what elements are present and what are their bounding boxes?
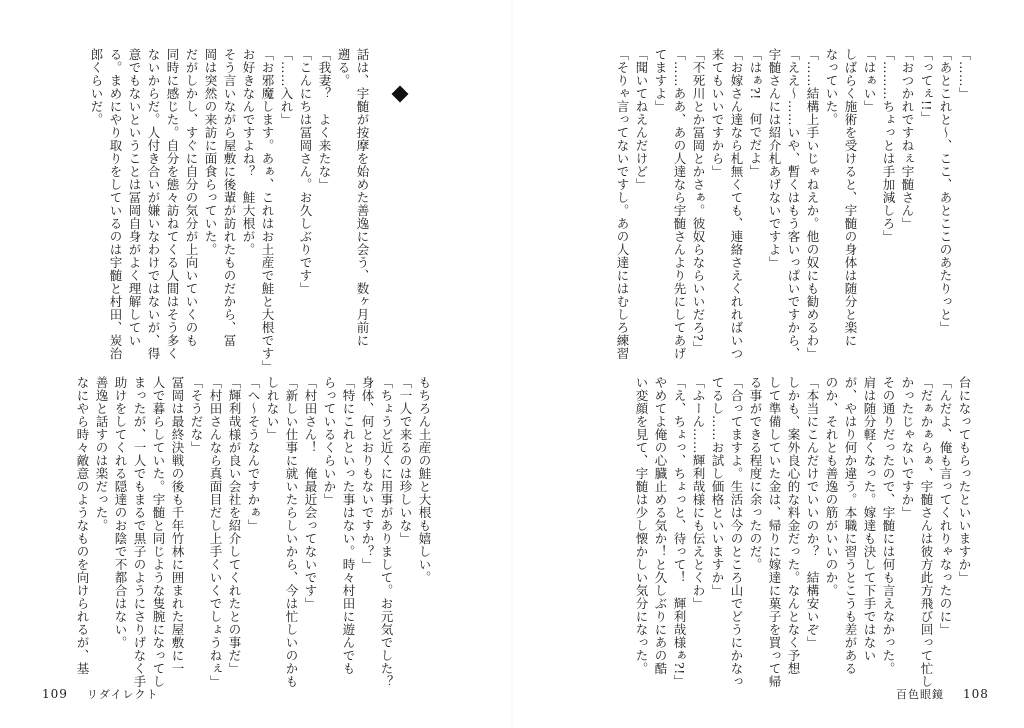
text-line: 「はぁい」 bbox=[862, 48, 877, 113]
text-line: 「ってぇ!!」 bbox=[919, 48, 934, 125]
text-line: 「不死川とか冨岡とかさぁ。彼奴らならいいだろ?」 bbox=[691, 48, 706, 355]
text-line: 遡る。 bbox=[336, 48, 351, 87]
text-line: 来てもいいですから」 bbox=[710, 48, 725, 178]
text-line: 「そりゃ言ってないですし。あの人達にはむしろ練習 bbox=[615, 48, 630, 360]
text-line: 「おつかれですねぇ宇髄さん」 bbox=[900, 48, 915, 230]
text-line: しれない」 bbox=[265, 376, 280, 441]
text-line: る事ができる程度に余ったのだ。 bbox=[748, 376, 763, 571]
right-running-title: 百色眼鏡 bbox=[896, 688, 944, 701]
text-line: 台になってもらったといいますか」 bbox=[957, 376, 972, 584]
text-line: して準備していた金は、帰りに嫁達に菓子を買って帰 bbox=[767, 376, 782, 688]
text-line: 「輝利哉様が良い会社を紹介してくれたとの事だ」 bbox=[227, 376, 242, 675]
text-line: 「……」 bbox=[957, 48, 972, 100]
text-line: 「お嫁さん達なら札無くても、連絡さえくれればいつ bbox=[729, 48, 744, 360]
text-line: 「……入れ」 bbox=[279, 48, 294, 126]
text-line: 「こんにちは冨岡さん。お久しぶりです」 bbox=[298, 48, 313, 295]
text-line: 身体、何とおりもないですか？」 bbox=[360, 376, 375, 571]
text-line: 「ちょうど近くに用事がありまして。お元気でした？ bbox=[379, 376, 394, 688]
text-line: てますよ」 bbox=[653, 48, 668, 113]
text-line: そう言いながら屋敷に後輩が訪れたものだから、冨 bbox=[222, 48, 237, 347]
text-line: お好きなんですよね？ 鮭大根が。 bbox=[241, 48, 256, 256]
text-line: 「だぁかぁらぁ、宇髄さんは彼方此方飛び回って忙し bbox=[919, 376, 934, 688]
text-line: 人で暮らしていた。宇髄と同じような隻腕になってし bbox=[151, 376, 166, 688]
right-page-bottom-text bbox=[612, 376, 974, 688]
right-folio bbox=[896, 686, 989, 702]
section-break-diamond bbox=[392, 86, 409, 103]
text-line: かったじゃないですか」 bbox=[900, 376, 915, 519]
text-line: 「はぁ?! 何でだよ」 bbox=[748, 48, 763, 178]
text-line: 冨岡は最終決戦の後も千年竹林に囲まれた屋敷に一 bbox=[170, 376, 185, 675]
text-line: い変顔を見て、宇髄は少し懐かしい気分になった。 bbox=[634, 376, 649, 675]
text-line: 肩は随分軽くなった。嫁達も決して下手ではない bbox=[862, 376, 877, 662]
text-line: なっていた。 bbox=[824, 48, 839, 126]
text-line: 「………ちょっとは手加減しろ」 bbox=[881, 48, 896, 243]
left-page-bottom-text bbox=[42, 376, 434, 688]
text-line: 「村田さんなら真面目だし上手くいくでしょうねぇ」 bbox=[208, 376, 223, 688]
text-line: だがしかし、すぐに自分の気分が上向いていくのも bbox=[184, 48, 199, 347]
page-gutter bbox=[511, 0, 513, 728]
text-line: 岡は突然の来訪に面食らっていた。 bbox=[203, 48, 218, 256]
text-line: 「んだよ、俺も言ってくれりゃなったのに」 bbox=[938, 376, 953, 636]
text-line: 「あとこれと〜、ここ、あとここのあたりっと」 bbox=[938, 48, 953, 334]
text-line: その通りだったので、宇髄には何も言えなかった。 bbox=[881, 376, 896, 675]
right-page-number: 108 bbox=[963, 687, 989, 701]
text-line: 「……ああ、あの人達なら宇髄さんより先にしてあげ bbox=[672, 48, 687, 360]
text-line: まったが、一人でもまるで黒子のようにさりげなく手 bbox=[132, 376, 147, 688]
text-line: 意でもないということは冨岡自身がよく理解してい bbox=[127, 48, 142, 347]
text-line: 「そうだな」 bbox=[189, 376, 204, 454]
text-line: なにやら時々敵意のようなものを向けられるが、基 bbox=[75, 376, 90, 675]
left-folio bbox=[42, 686, 158, 702]
text-line: てるし……お試し価格といいますか」 bbox=[710, 376, 725, 597]
text-line: る。まめにやり取りをしているのは宇髄と村田、炭治 bbox=[108, 48, 123, 360]
text-line: しばらく施術を受けると、宇髄の身体は随分と楽に bbox=[843, 48, 858, 347]
text-line: 善逸と話すのは楽だった。 bbox=[94, 376, 109, 532]
right-page-top-text bbox=[612, 48, 974, 360]
text-line: もちろん土産の鮭と大根も嬉しい。 bbox=[417, 376, 432, 584]
text-line: 「本当にこんだけでいいのか？ 結構安いぞ」 bbox=[805, 376, 820, 649]
text-line: 助けをしてくれる隠達のお陰で不都合はない。 bbox=[113, 376, 128, 649]
text-line: 「新しい仕事に就いたらしいから、今は忙しいのかも bbox=[284, 376, 299, 688]
text-line: 「へ〜そうなんですかぁ」 bbox=[246, 376, 261, 532]
left-running-title: リダイレクト bbox=[86, 688, 159, 701]
text-line: 「一人で来るのは珍しいな」 bbox=[398, 376, 413, 545]
text-line: しかも、案外良心的な料金だった。なんとなく予想 bbox=[786, 376, 801, 675]
left-page-number: 109 bbox=[42, 687, 68, 701]
text-line: 「お邪魔します。あぁ、これはお土産で鮭と大根です」 bbox=[260, 48, 275, 373]
text-line: 「聞いてねえんだけど」 bbox=[634, 48, 649, 191]
text-line: 話は、宇髄が按摩を始めた善逸に会う、数ヶ月前に bbox=[355, 48, 370, 347]
text-line: 「ええ〜……いや、暫くはもう客いっぱいですから、 bbox=[786, 48, 801, 360]
text-line: 「我妻？ よく来たな」 bbox=[317, 48, 332, 191]
text-line: が、やはり何か違う。本職に習うとこうも差がある bbox=[843, 376, 858, 675]
text-line: のか、それとも善逸の筋がいいのか。 bbox=[824, 376, 839, 597]
text-line: ないからだ。人付き合いが嫌いなわけではないが、得 bbox=[146, 48, 161, 360]
text-line: 「合ってますよ。生活は今のところ山でどうにかなっ bbox=[729, 376, 744, 688]
text-line: 「特にこれといった事はない。時々村田に遊んでも bbox=[341, 376, 356, 675]
text-line: 郎くらいだ。 bbox=[89, 48, 104, 126]
text-line: 「え、ちょっ、ちょっと、待って！ 輝利哉様ぁ?!」 bbox=[672, 376, 687, 688]
left-page-top-text bbox=[42, 48, 372, 373]
text-line: らっているくらいか」 bbox=[322, 376, 337, 506]
text-line: やめてよ俺の心臓止める気か！と久しぶりにあの酷 bbox=[653, 376, 668, 675]
text-line: 宇髄さんには紹介札あげないですよ」 bbox=[767, 48, 782, 269]
text-line: 同時に感じた。自分を態々訪ねてくる人間はそう多く bbox=[165, 48, 180, 360]
text-line: 「ふーん……輝利哉様にも伝えとくわ」 bbox=[691, 376, 706, 610]
text-line: 「……結構上手いじゃねえか。他の奴にも勧めるわ」 bbox=[805, 48, 820, 360]
text-line: 「村田さん！ 俺最近会ってないです」 bbox=[303, 376, 318, 610]
